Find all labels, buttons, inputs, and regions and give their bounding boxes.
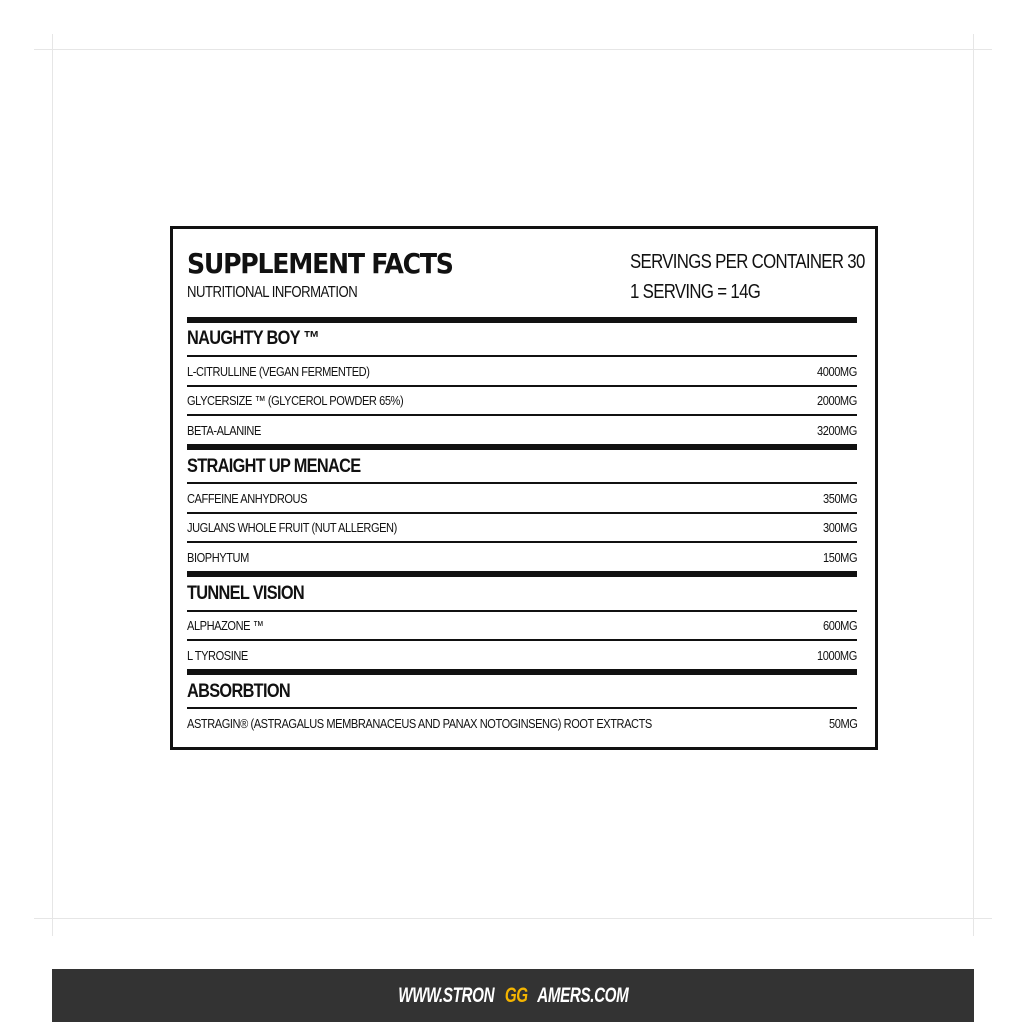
ingredient-amount: 1000MG <box>817 648 857 663</box>
row-divider <box>187 385 857 387</box>
website-url[interactable] <box>52 983 974 1009</box>
ingredient-amount: 350MG <box>822 491 857 506</box>
ingredient-amount: 150MG <box>822 550 857 565</box>
ingredient-name: BIOPHYTUM <box>187 550 249 565</box>
section-divider <box>187 444 857 450</box>
ingredient-amount: 3200MG <box>817 423 857 438</box>
ingredient-amount: 50MG <box>828 716 857 731</box>
ingredient-row <box>187 715 857 733</box>
row-divider <box>187 414 857 416</box>
footer-bar <box>52 969 974 1022</box>
ingredient-amount: 2000MG <box>817 393 857 408</box>
ingredient-name: L TYROSINE <box>187 648 248 663</box>
website-url-suffix: AMERS.COM <box>537 984 629 1007</box>
row-divider <box>187 541 857 543</box>
supplement-facts-content <box>187 229 865 747</box>
section-title-absorbtion: ABSORBTION <box>187 681 290 702</box>
website-url-prefix: WWW.STRON <box>397 984 494 1007</box>
row-divider <box>187 482 857 484</box>
ingredient-row <box>187 549 857 567</box>
ingredient-name: CAFFEINE ANHYDROUS <box>187 491 308 506</box>
section-divider <box>187 571 857 577</box>
ingredient-row <box>187 617 857 635</box>
section-title-straight-up-menace: STRAIGHT UP MENACE <box>187 456 361 477</box>
ingredient-amount: 600MG <box>822 618 857 633</box>
facts-subtitle: NUTRITIONAL INFORMATION <box>187 284 358 301</box>
website-url-accent: GG <box>504 984 528 1007</box>
servings-per-container: SERVINGS PER CONTAINER 30 <box>630 251 865 273</box>
ingredient-name: L-CITRULLINE (VEGAN FERMENTED) <box>187 364 370 379</box>
supplement-facts-panel <box>170 226 878 750</box>
section-title-naughty-boy: NAUGHTY BOY ™ <box>187 328 320 349</box>
ingredient-row <box>187 519 857 537</box>
ingredient-row <box>187 490 857 508</box>
section-divider <box>187 317 857 323</box>
ingredient-name: JUGLANS WHOLE FRUIT (NUT ALLERGEN) <box>187 520 397 535</box>
serving-size: 1 SERVING = 14G <box>630 281 761 303</box>
ingredient-name: ASTRAGIN® (ASTRAGALUS MEMBRANACEUS AND PANAX NOTOGINSENG) ROOT EXTRACTS <box>187 716 652 731</box>
guide-line-left <box>52 34 53 936</box>
ingredient-row <box>187 647 857 665</box>
guide-line-top <box>34 49 992 50</box>
row-divider <box>187 639 857 641</box>
guide-line-right <box>973 34 974 936</box>
facts-title: SUPPLEMENT FACTS <box>187 247 453 280</box>
row-divider <box>187 610 857 612</box>
row-divider <box>187 355 857 357</box>
ingredient-row <box>187 392 857 410</box>
ingredient-row <box>187 422 857 440</box>
row-divider <box>187 707 857 709</box>
ingredient-name: BETA-ALANINE <box>187 423 261 438</box>
ingredient-amount: 4000MG <box>817 364 857 379</box>
ingredient-name: ALPHAZONE ™ <box>187 618 264 633</box>
section-title-tunnel-vision: TUNNEL VISION <box>187 583 304 604</box>
ingredient-row <box>187 363 857 381</box>
ingredient-name: GLYCERSIZE ™ (GLYCEROL POWDER 65%) <box>187 393 404 408</box>
guide-line-bottom <box>34 918 992 919</box>
section-divider <box>187 669 857 675</box>
row-divider <box>187 512 857 514</box>
ingredient-amount: 300MG <box>822 520 857 535</box>
